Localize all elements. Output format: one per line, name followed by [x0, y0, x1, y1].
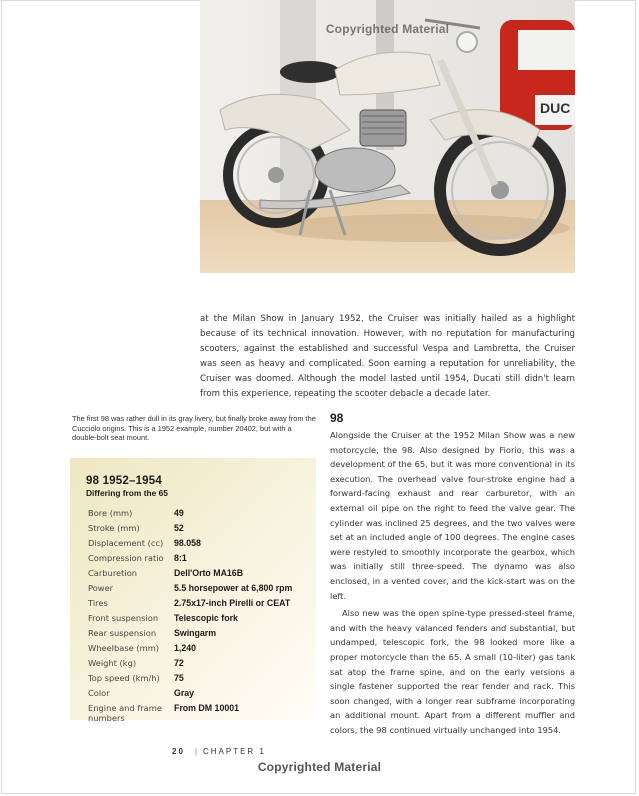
spec-value: 98.058	[174, 538, 201, 548]
page-number: 20	[172, 747, 185, 756]
spec-sidebar	[70, 458, 316, 723]
spec-row	[86, 686, 311, 701]
spec-row	[86, 611, 311, 626]
spec-value: 72	[174, 658, 184, 668]
spec-row	[86, 551, 311, 566]
intro-paragraph	[200, 312, 575, 402]
spec-row	[86, 641, 311, 656]
spec-row	[86, 596, 311, 611]
spec-label: Power	[88, 583, 114, 593]
spec-value: 5.5 horsepower at 6,800 rpm	[174, 583, 293, 593]
chapter-label: CHAPTER 1	[202, 747, 266, 756]
spec-row	[86, 506, 311, 521]
spec-value: Telescopic fork	[174, 613, 238, 623]
motorcycle-photo	[200, 0, 575, 273]
spec-value: Dell'Orto MA16B	[174, 568, 244, 578]
spec-label: Engine and frame numbers	[88, 703, 162, 723]
footer-separator: |	[194, 747, 197, 756]
spec-row	[86, 626, 311, 641]
spec-value: Swingarm	[174, 628, 217, 638]
watermark-top: Copyrighted Material	[325, 22, 450, 36]
body-paragraph: Alongside the Cruiser at the 1952 Milan Show was a new motorcycle, the 98. Also designed by Fiorio, this was a development of the 65, but it was more conventional in its execution. The overhead valve four-stroke engine had a forward-facing exhaust and rear carburetor, with an external oil pipe on the right to feed the valve gear. The cylinder was inclined 25 degrees, and the two valves were set at an included angle of 100 degrees. The engine cases were restyled to smoothly incorporate the gearbox, which was initially still three-speed. The dynamo was also enclosed, in a vented cover, and the kick-start was on the left.	[330, 430, 575, 601]
page-footer	[172, 747, 266, 756]
spec-label: Rear suspension	[88, 628, 157, 638]
spec-label: Displacement (cc)	[88, 538, 164, 548]
spec-value: 1,240	[174, 643, 197, 653]
spec-subtitle: Differing from the 65	[86, 488, 168, 498]
body-paragraph: Also new was the open spine-type pressed-steel frame, and with the heavy valanced fenders and substantial, but undamped, telescopic fork, the 98 looked more like a proper motorcycle than the 65. A small (10-liter) gas tank sat atop the frame spine, and on the early versions a single fastener supported the rear fender and rack. This soon changed, with a longer rear subframe incorporating an additional mount. Apart from a different muffler and colors, the 98 continued virtually unchanged into 1954.	[330, 608, 575, 735]
spec-label: Bore (mm)	[88, 508, 133, 518]
spec-label: Wheelbase (mm)	[88, 643, 160, 653]
section-heading: 98	[330, 411, 344, 425]
spec-label: Stroke (mm)	[88, 523, 140, 533]
spec-row	[86, 536, 311, 551]
spec-table	[86, 506, 311, 723]
spec-row	[86, 566, 311, 581]
spec-label: Carburetion	[88, 568, 138, 578]
spec-value: 2.75x17-inch Pirelli or CEAT	[174, 598, 291, 608]
spec-row	[86, 656, 311, 671]
spec-value: From DM 10001	[174, 703, 240, 713]
spec-label: Front suspension	[88, 613, 159, 623]
svg-text:DUC: DUC	[540, 100, 571, 116]
spec-header	[86, 475, 168, 498]
spec-value: 49	[174, 508, 184, 518]
body-column	[330, 428, 575, 737]
motorcycle-illustration	[200, 0, 575, 273]
spec-label: Weight (kg)	[88, 658, 137, 668]
intro-text: at the Milan Show in January 1952, the Cruiser was initially hailed as a highlight because of its technical innovation. However, with no reputation for manufacturing scooters, against the established and successful Vespa and Lambretta, the Cruiser was seen as heavy and complicated. Soon earning a reputation for unreliability, the Cruiser was doomed. Although the model lasted until 1954, Ducati still didn't learn from this experience, repeating the scooter debacle a decade later.	[200, 314, 575, 399]
photo-caption: The first 98 was rather dull in its gray livery, but finally broke away from the Cucciolo origins. This is a 1952 example, number 20402, but with a double-bolt seat mount.	[72, 414, 316, 443]
spec-label: Compression ratio	[88, 553, 164, 563]
spec-label: Tires	[88, 598, 108, 608]
spec-row	[86, 521, 311, 536]
spec-row	[86, 701, 311, 723]
spec-row	[86, 671, 311, 686]
spec-row	[86, 581, 311, 596]
spec-value: 75	[174, 673, 184, 683]
spec-value: 52	[174, 523, 184, 533]
spec-label: Color	[88, 688, 110, 698]
spec-value: 8:1	[174, 553, 187, 563]
watermark-bottom: Copyrighted Material	[257, 760, 382, 774]
spec-label: Top speed (km/h)	[88, 673, 160, 683]
spec-title: 98 1952–1954	[86, 475, 162, 487]
spec-value: Gray	[174, 688, 195, 698]
